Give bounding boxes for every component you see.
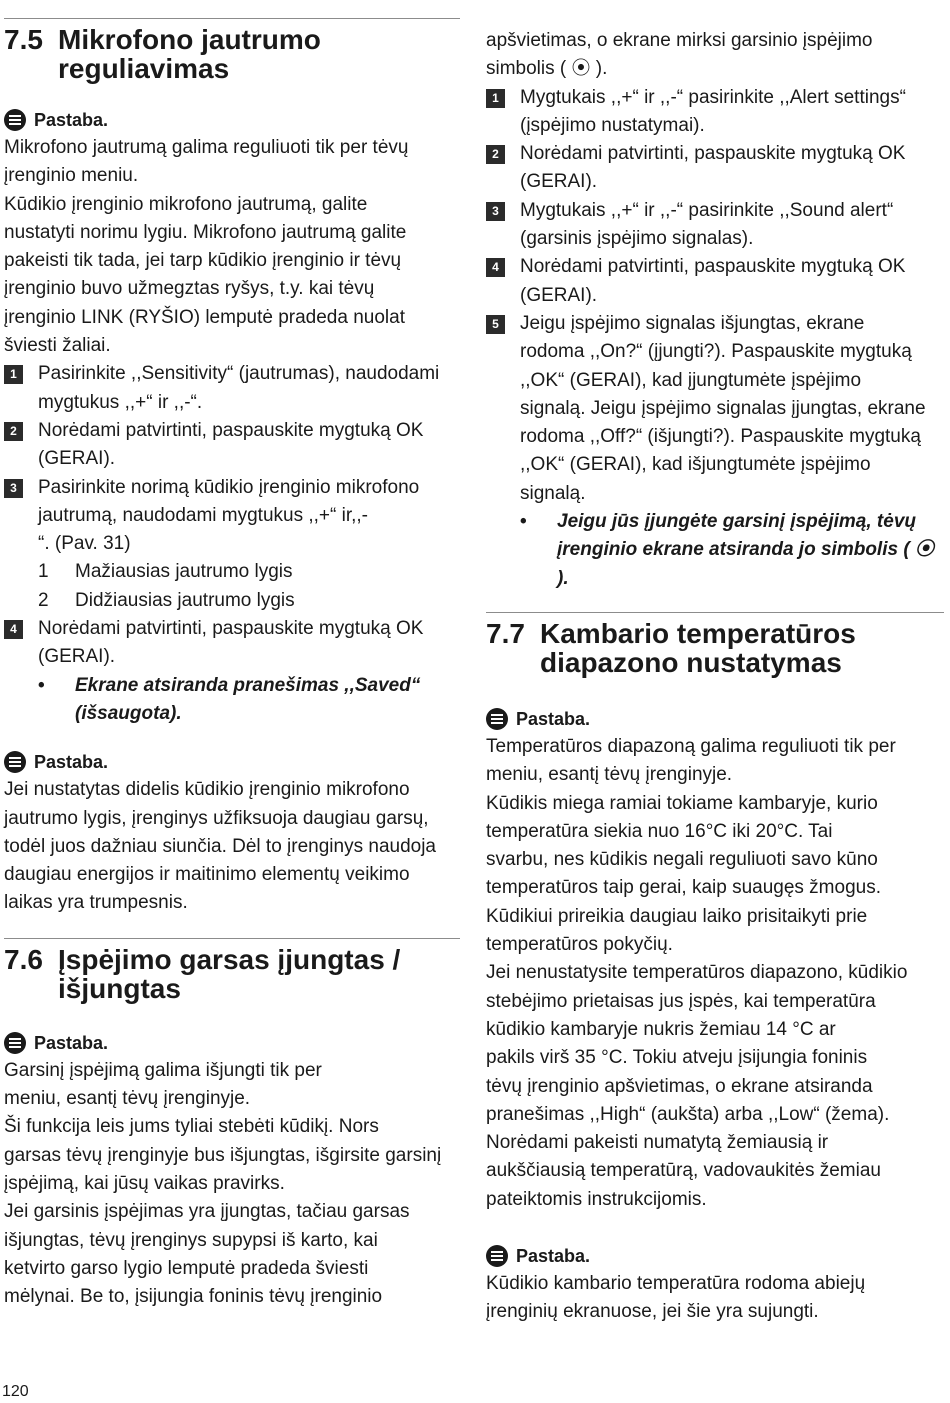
left-column bbox=[4, 0, 460, 1311]
note-heading: Pastaba. bbox=[4, 106, 460, 134]
step-2: 2 Norėdami patvirtinti, paspauskite mygtuką OK (GERAI). bbox=[4, 417, 460, 474]
section-rule bbox=[4, 18, 460, 19]
note-text: Mikrofono jautrumą galima reguliuoti tik per tėvų įrenginio meniu. Kūdikio įrenginio mikrofono jautrumą, galite nustatyti norimu lygiu. Mikrofono jautrumą galite pakeisti tik tada, jei tarp kūdikio įrenginio ir tėvų įrenginio buvo užmegztas ryšys, t.y. kai tėvų įrenginio LINK (RYŠIO) lemputė pradeda nuolat šviesti žaliai. bbox=[4, 137, 409, 357]
section-number: 7.7 bbox=[486, 617, 525, 649]
note-icon bbox=[4, 109, 26, 131]
bullet-item: • Jeigu jūs įjungėte garsinį įspėjimą, tėvų įrenginio ekrane atsiranda jo simbolis ( ⦿ ). bbox=[486, 508, 944, 593]
note-text: Temperatūros diapazoną galima reguliuoti tik per meniu, esantį tėvų įrenginyje. Kūdikis miega ramiai tokiame kambaryje, kurio temperatūra siekia nuo 16°C iki 20°C. Tai svarbu, nes kūdikis negali reguliuoti savo kūno temperatūros taip gerai, kaip suaugęs žmogus. Kūdikiui prireikia daugiau laiko prisitaikyti prie temperatūros pokyčių. Jei nenustatysite temperatūros diapazono, kūdikio stebėjimo prietaisas jus įspės, kai temperatūra kūdikio kambaryje nukris žemiau 14 °C ar pakils virš 35 °C. Tokiu atveju įsijungia foninis tėvų įrenginio apšvietimas, o ekrane atsiranda pranešimas ,,High“ (aukšta) arba ,,Low“ (žema). Norėdami pakeisti numatytą žemiausią ir aukščiausią temperatūrą, vadovaukitės žemiau pateiktomis instrukcijomis. bbox=[486, 735, 908, 1210]
note-text: Kūdikio kambario temperatūra rodoma abiejų įrenginių ekranuose, jei šie yra sujungti. bbox=[486, 1272, 866, 1323]
section-number: 7.5 bbox=[4, 24, 43, 55]
note-text: Jei nustatytas didelis kūdikio įrenginio mikrofono jautrumo lygis, įrenginys užfiksuoja daugiau garsų, todėl juos dažniau siunčia. Dėl to įrenginys naudoja daugiau energijos ir maitinimo elementų veikimo laikas yra trumpesnis. bbox=[4, 779, 436, 914]
sub-item-2: 2 Didžiausias jautrumo lygis bbox=[38, 589, 295, 611]
step-4: 4 Norėdami patvirtinti, paspauskite mygtuką OK (GERAI). bbox=[4, 615, 460, 672]
right-column bbox=[486, 0, 944, 1327]
section-title: Įspėjimo garsas įjungtas / išjungtas bbox=[58, 943, 401, 1004]
step-4: 4 Norėdami patvirtinti, paspauskite mygtuką OK (GERAI). bbox=[486, 253, 944, 310]
step-badge: 1 bbox=[4, 365, 23, 384]
sub-item-1: 1 Mažiausias jautrumo lygis bbox=[38, 561, 293, 583]
section-number: 7.6 bbox=[4, 943, 43, 975]
step-badge: 2 bbox=[4, 422, 23, 441]
section-heading-7-6 bbox=[4, 945, 460, 1003]
bullet-item: • Ekrane atsiranda pranešimas ,,Saved“ (išsaugota). bbox=[4, 672, 460, 729]
continued-text: apšvietimas, o ekrane mirksi garsinio įspėjimo simbolis ( ⦿ ). bbox=[486, 30, 873, 80]
bullet-mark: • bbox=[38, 674, 45, 696]
step-badge: 4 bbox=[4, 620, 23, 639]
note-icon bbox=[486, 708, 508, 730]
note-heading: Pastaba. bbox=[486, 1242, 944, 1270]
step-badge: 2 bbox=[486, 145, 505, 164]
step-1: 1 Pasirinkite ,,Sensitivity“ (jautrumas), naudodami mygtukus ,,+“ ir ,,-“. bbox=[4, 360, 460, 417]
step-badge: 1 bbox=[486, 89, 505, 108]
step-2: 2 Norėdami patvirtinti, paspauskite mygtuką OK (GERAI). bbox=[486, 140, 944, 197]
section-heading-7-7 bbox=[486, 619, 944, 677]
section-rule bbox=[486, 612, 944, 613]
step-badge: 3 bbox=[4, 479, 23, 498]
step-badge: 4 bbox=[486, 258, 505, 277]
step-1: 1 Mygtukais ,,+“ ir ,,-“ pasirinkite ,,Alert settings“ (įspėjimo nustatymai). bbox=[486, 84, 944, 141]
bullet-mark: • bbox=[520, 511, 527, 533]
section-title: Kambario temperatūros diapazono nustatymas bbox=[540, 617, 856, 678]
step-badge: 3 bbox=[486, 202, 505, 221]
page-number: 120 bbox=[2, 1383, 29, 1400]
step-3: 3 Mygtukais ,,+“ ir ,,-“ pasirinkite ,,Sound alert“ (garsinis įspėjimo signalas). bbox=[486, 197, 944, 254]
note-icon bbox=[4, 751, 26, 773]
note-icon bbox=[4, 1032, 26, 1054]
note-text: Garsinį įspėjimą galima išjungti tik per meniu, esantį tėvų įrenginyje. Ši funkcija leis jums tyliai stebėti kūdikį. Nors garsas tėvų įrenginyje bus išjungtas, išgirsite garsinį įspėjimą, kai jūsų vaikas pravirks. Jei garsinis įspėjimas yra įjungtas, tačiau garsas išjungtas, tėvų įrenginys supypsi iš karto, kai ketvirto garso lygio lemputė pradeda šviesti mėlynai. Be to, įsijungia foninis tėvų įrenginio bbox=[4, 1059, 442, 1308]
note-heading: Pastaba. bbox=[4, 748, 460, 776]
note-heading: Pastaba. bbox=[4, 1029, 460, 1057]
step-badge: 5 bbox=[486, 315, 505, 334]
note-icon bbox=[486, 1245, 508, 1267]
section-heading-7-5 bbox=[4, 25, 460, 83]
section-title: Mikrofono jautrumo reguliavimas bbox=[58, 24, 321, 84]
section-rule bbox=[4, 938, 460, 939]
note-heading: Pastaba. bbox=[486, 705, 944, 733]
step-3: 3 Pasirinkite norimą kūdikio įrenginio mikrofono jautrumą, naudodami mygtukus ,,+“ ir,,- “. (Pav. 31) bbox=[4, 474, 460, 559]
step-5: 5 Jeigu įspėjimo signalas išjungtas, ekrane rodoma ,,On?“ (įjungti?). Paspauskite mygtuką ,,OK“ (GERAI), kad įjungtumėte įspėjimo signalą. Jeigu įspėjimo signalas įjungtas, ekrane rodoma ,,Off?“ (išjungti?). Paspauskite mygtuką ,,OK“ (GERAI), kad išjungtumėte įspėjimo signalą. bbox=[486, 310, 944, 508]
